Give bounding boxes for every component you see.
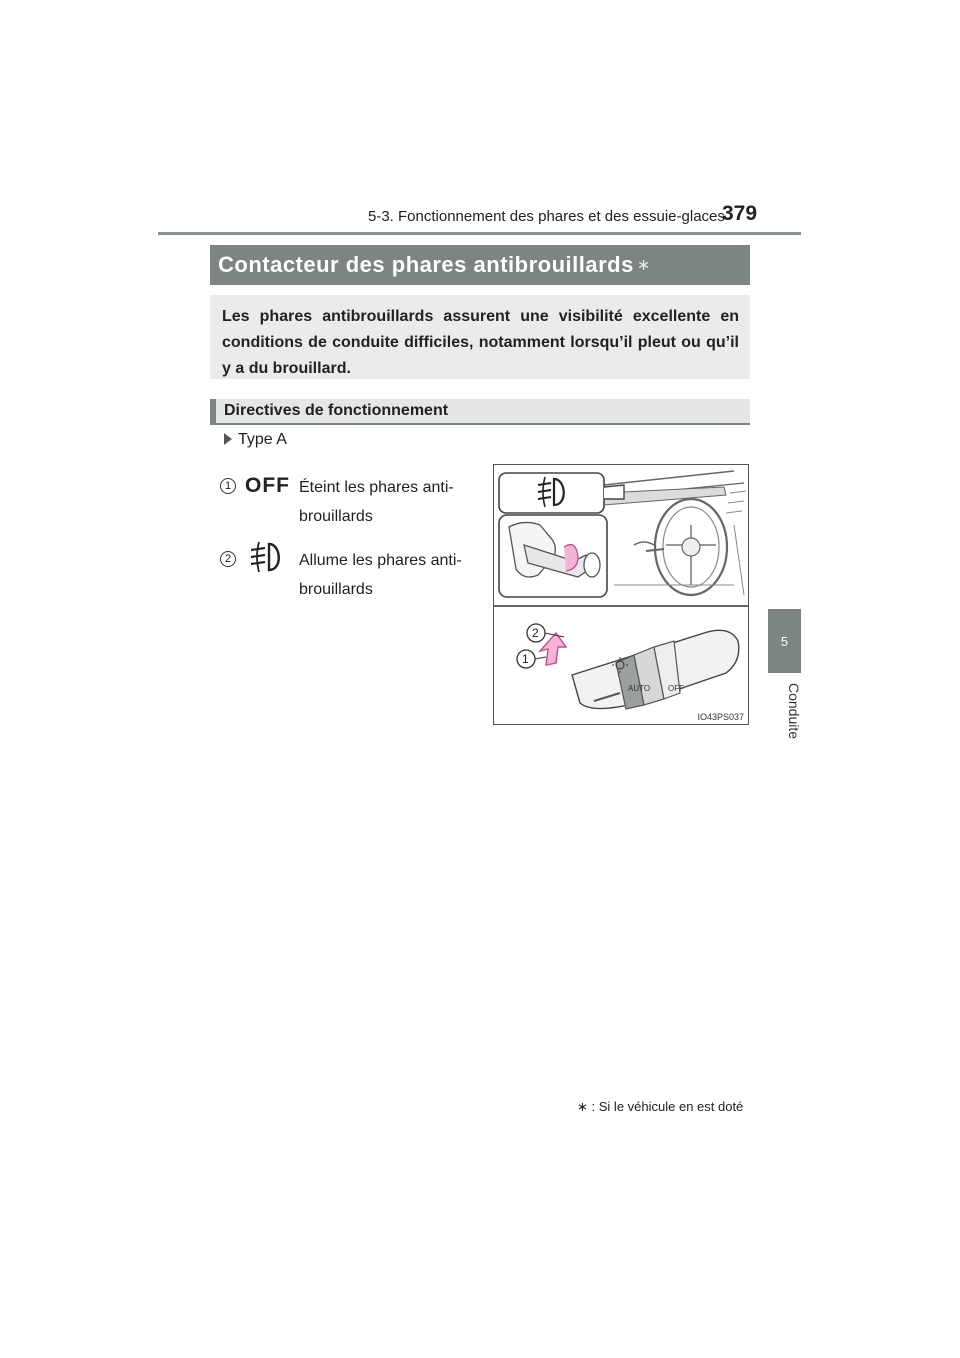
item-number-2: 2	[220, 551, 236, 567]
callout-1: 1	[522, 652, 529, 666]
page-title	[210, 245, 750, 285]
chapter-tab: 5	[768, 609, 801, 673]
footnote-text: : Si le véhicule en est doté	[591, 1099, 744, 1114]
item-2-description	[299, 546, 469, 604]
type-label	[224, 431, 287, 449]
page-number: 379	[722, 202, 758, 225]
page-title-text: Contacteur des phares antibrouillards	[218, 252, 634, 277]
fog-light-switch-illustration	[493, 464, 749, 725]
off-marking: OFF	[668, 684, 684, 693]
section-subheading: Directives de fonctionnement	[210, 399, 750, 425]
triangle-bullet-icon	[224, 433, 232, 445]
item-1-line2: brouillards	[299, 508, 373, 525]
footnote-mark: ∗	[577, 1099, 588, 1114]
illustration-drawing	[494, 465, 749, 725]
callout-2: 2	[532, 626, 539, 640]
auto-marking: AUTO	[628, 684, 651, 693]
item-2-line1: Allume les phares anti-	[299, 552, 462, 569]
item-1-description	[299, 473, 469, 531]
type-label-text: Type A	[238, 431, 287, 448]
intro-paragraph: Les phares antibrouillards assurent une visibilité excellente en conditions de conduite difficiles, notamment lorsqu’il pleut ou qu’il y a du brouillard.	[210, 295, 750, 379]
section-header: 5-3. Fonctionnement des phares et des essuie-glaces	[368, 208, 725, 225]
item-1-line1: Éteint les phares anti-	[299, 479, 454, 496]
figure-code: IO43PS037	[697, 712, 744, 722]
title-footnote-mark: ∗	[636, 257, 651, 274]
header-divider	[158, 232, 801, 235]
off-symbol: OFF	[245, 474, 290, 497]
item-number-1: 1	[220, 478, 236, 494]
front-fog-light-icon	[247, 540, 287, 574]
item-2-line2: brouillards	[299, 581, 373, 598]
footnote	[577, 1099, 743, 1115]
chapter-label: Conduite	[786, 683, 802, 740]
